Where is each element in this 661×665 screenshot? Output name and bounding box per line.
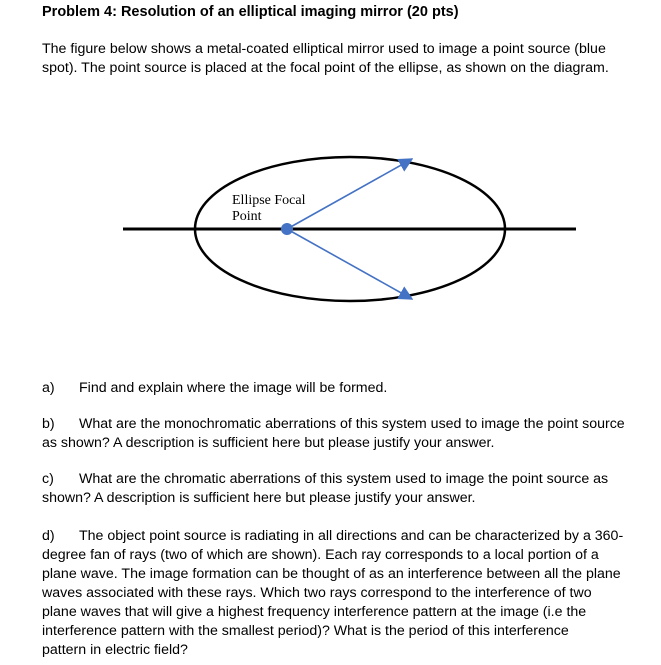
ray-upper bbox=[287, 159, 412, 229]
question-d-text: interference pattern with the smallest period)? What is the period of this interference bbox=[42, 623, 569, 639]
intro-paragraph bbox=[42, 40, 657, 78]
question-d-text: plane wave. The image formation can be thought of as an interference between all the plane bbox=[42, 566, 621, 582]
question-d-marker: d) bbox=[42, 528, 55, 544]
question-b bbox=[42, 415, 657, 453]
question-d-text: pattern in electric field? bbox=[42, 642, 188, 658]
focal-point-label-line1: Ellipse Focal bbox=[232, 193, 306, 208]
ray-lower bbox=[287, 229, 412, 299]
question-d bbox=[42, 527, 657, 660]
question-b-text: What are the monochromatic aberrations of this system used to image the point source bbox=[79, 416, 625, 432]
intro-line: spot). The point source is placed at the focal point of the ellipse, as shown on the diagram. bbox=[42, 60, 609, 76]
question-b-text: as shown? A description is sufficient here but please justify your answer. bbox=[42, 435, 495, 451]
focal-point-label-line2: Point bbox=[232, 209, 262, 224]
question-a-text: Find and explain where the image will be formed. bbox=[79, 380, 388, 396]
question-c bbox=[42, 470, 657, 508]
question-a bbox=[42, 379, 657, 398]
problem-title: Problem 4: Resolution of an elliptical imaging mirror (20 pts) bbox=[42, 4, 459, 20]
question-c-text: shown? A description is sufficient here but please justify your answer. bbox=[42, 490, 476, 506]
question-d-text: waves associated with these rays. Which two rays correspond to the interference of two bbox=[42, 585, 592, 601]
question-c-marker: c) bbox=[42, 471, 54, 487]
question-d-text: The object point source is radiating in all directions and can be characterized by a 360- bbox=[79, 528, 624, 544]
question-c-text: What are the chromatic aberrations of this system used to image the point source as bbox=[79, 471, 609, 487]
intro-line: The figure below shows a metal-coated elliptical mirror used to image a point source (blue bbox=[42, 41, 606, 57]
question-b-marker: b) bbox=[42, 416, 55, 432]
question-d-text: degree fan of rays (two of which are shown). Each ray corresponds to a local portion of a bbox=[42, 547, 599, 563]
point-source bbox=[281, 223, 293, 235]
question-d-text: plane waves that will give a highest frequency interference pattern at the image (i.e the bbox=[42, 604, 587, 620]
ellipse-mirror-diagram bbox=[0, 140, 661, 360]
question-a-marker: a) bbox=[42, 380, 55, 396]
